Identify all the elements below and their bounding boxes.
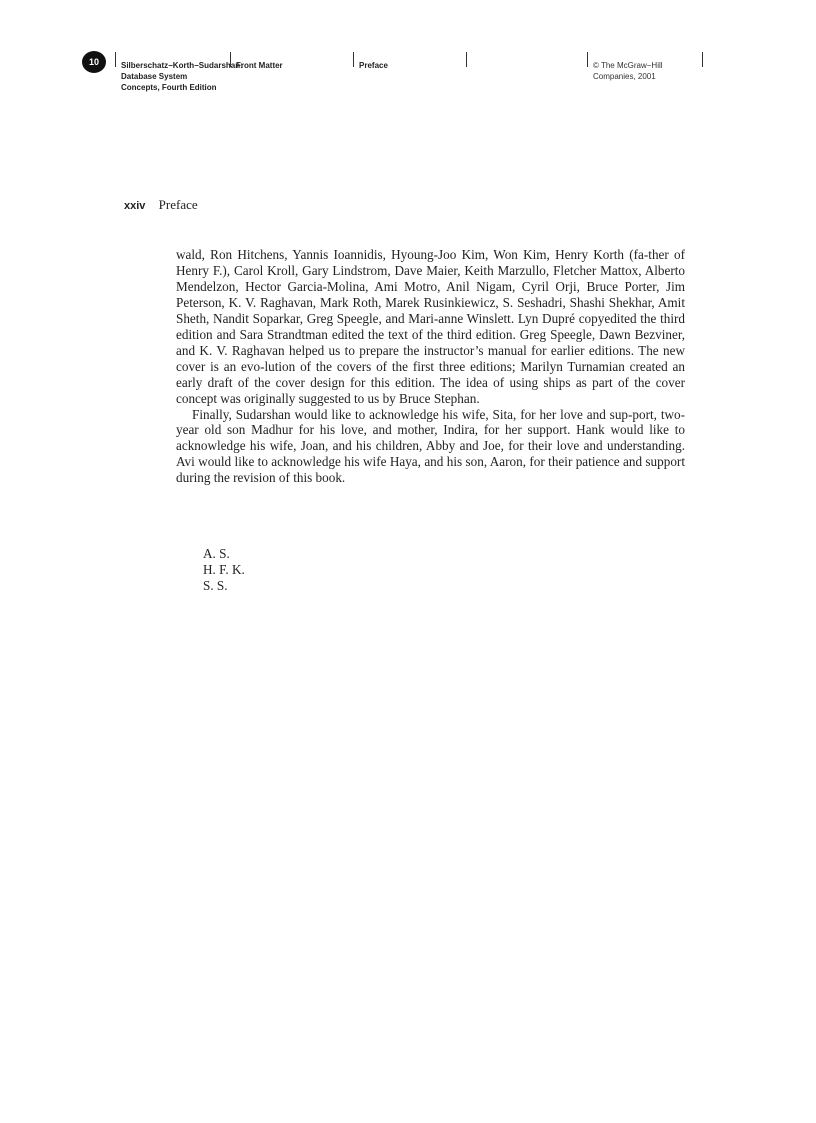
header-book-title-cell [115,52,243,92]
header-chapter-cell [353,52,466,70]
header-publisher-cell [587,52,703,81]
header-part-cell [230,52,353,70]
paragraph-family: Finally, Sudarshan would like to acknowledge his wife, Sita, for her love and sup-port, two-year old son Madhur for his love, and mother, Indira, for her support. Hank would like to acknowledge his wife, Joan, and his children, Abby and Joe, for their love and understanding. Avi would like to acknowledge his wife Haya, and his son, Aaron, for their patience and support during the revision of this book. [176,406,685,486]
book-title-line2: Database System [121,72,188,81]
book-title-line3: Concepts, Fourth Edition [121,83,217,92]
chapter-title: Preface [359,61,388,70]
signatures [203,546,245,594]
book-title-line1: Silberschatz−Korth−Sudarshan: [121,61,243,70]
publisher-line2: Companies, 2001 [593,72,656,81]
header-empty-cell [466,52,587,67]
publisher-line1: © The McGraw−Hill [593,61,663,70]
part-title: Front Matter [236,61,283,70]
signature-hfk: H. F. K. [203,562,245,577]
folio-page-number: xxiv [124,200,146,212]
paragraph-acknowledgements: wald, Ron Hitchens, Yannis Ioannidis, Hyoung-Joo Kim, Won Kim, Henry Korth (fa-ther of Henry F.), Carol Kroll, Gary Lindstrom, Dave Maier, Keith Marzullo, Fletcher Mattox, Alberto Mendelzon, Hector Garcia-Molina, Ami Motro, Anil Nigam, Cyril Orji, Bruce Porter, Jim Peterson, K. V. Raghavan, Mark Roth, Marek Rusinkiewicz, S. Seshadri, Shashi Shekhar, Amit Sheth, Nandit Soparkar, Greg Speegle, and Mari-anne Winslett. Lyn Dupré copyedited the third edition and Sara Strandtman edited the text of the third edition. Greg Speegle, Dawn Bezviner, and K. V. Raghavan helped us to prepare the instructor’s manual for earlier editions. The new cover is an evo-lution of the covers of the first three editions; Marilyn Turnamian created an early draft of the cover design for this edition. The idea of using ships as part of the cover concept was originally suggested to us by Bruce Stephan. [176,247,685,406]
running-header [115,52,703,100]
folio-running-title: Preface [158,197,198,212]
body-text [176,247,685,486]
page-number-badge: 10 [82,51,106,73]
signature-ss: S. S. [203,578,228,593]
signature-as: A. S. [203,546,230,561]
folio [124,197,198,213]
